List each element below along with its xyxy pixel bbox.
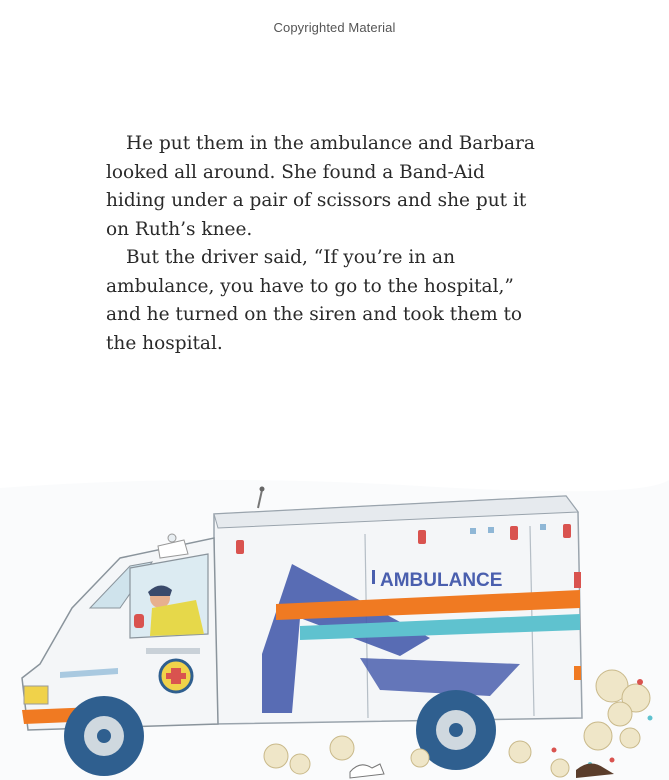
story-text [106, 130, 546, 358]
ambulance-body-icon [214, 496, 582, 724]
story-line: looked all around. She found a Band-Aid [106, 161, 485, 183]
story-line: He put them in the ambulance and Barbara [126, 133, 535, 154]
front-wheel-icon [64, 696, 144, 776]
ambulance-illustration [0, 468, 669, 780]
story-paragraph-1 [106, 130, 546, 244]
roof-light-icon [418, 530, 426, 544]
story-line: hiding under a pair of scissors and she put it [106, 190, 527, 211]
story-line: ambulance, you have to go to the hospital,” [106, 275, 514, 297]
story-line: on Ruth’s knee. [106, 218, 253, 240]
story-line: and he turned on the siren and took them to [106, 304, 523, 325]
roof-light-icon [563, 524, 571, 538]
copyright-notice: Copyrighted Material [273, 20, 396, 35]
story-line: But the driver said, “If you’re in an [126, 247, 455, 268]
story-paragraph-2 [106, 244, 546, 358]
roof-light-icon [510, 526, 518, 540]
roof-light-icon [236, 540, 244, 554]
ambulance-label: AMBULANCE [380, 570, 503, 591]
story-line: the hospital. [106, 332, 223, 354]
